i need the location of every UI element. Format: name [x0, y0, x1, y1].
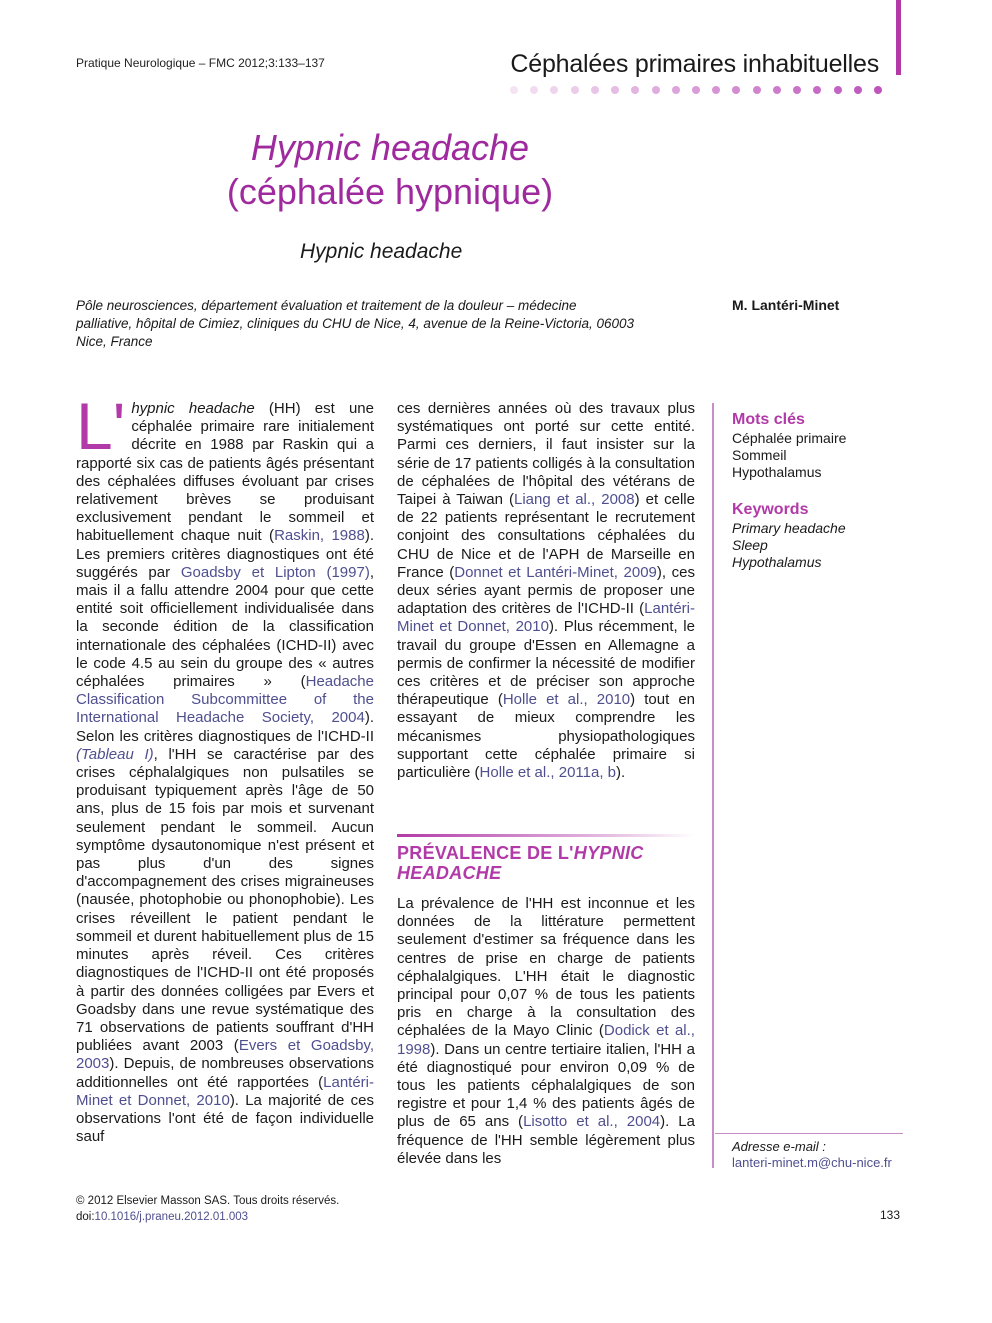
header-dot [712, 86, 720, 94]
reference-link[interactable]: Lantéri-Minet et Donnet, 2010 [397, 600, 695, 636]
doi-link[interactable]: 10.1016/j.praneu.2012.01.003 [94, 1211, 249, 1223]
header-dot [813, 86, 821, 94]
col1-text [76, 389, 375, 1146]
reference-link[interactable]: Donnet et Lantéri-Minet, 2009 [454, 563, 657, 581]
header-dot [611, 86, 619, 94]
email-block [732, 1139, 892, 1171]
body-text: La prévalence de l'HH est inconnue et les données de la littérature permettent seulement d'estimer sa fréquence dans les centres de prise en charge de patients céphalalgiques. L'HH était le diagnostic principal pour 0,07 % de tous les patients pris en charge à la consultation des céphalées de la Mayo Clinic ( [397, 895, 695, 1040]
reference-link[interactable]: Lantéri-Minet et Donnet, 2010 [76, 1073, 374, 1109]
sidebar-rule [712, 403, 714, 1168]
mots-cles-item: Sommeil [732, 447, 787, 463]
doi-line [76, 1209, 339, 1225]
section-heading-rule [397, 834, 695, 837]
header-dot [793, 86, 801, 94]
keyword-item: Primary headache [732, 520, 846, 536]
reference-link[interactable]: Liang et al., 2008 [513, 491, 635, 509]
article-subtitle: Hypnic headache [300, 240, 463, 263]
keyword-item: Sleep [732, 537, 768, 553]
email-link[interactable]: lanteri-minet.m@chu-nice.fr [732, 1155, 892, 1170]
reference-link[interactable]: Holle et al., 2011a, b [479, 764, 617, 782]
reference-link[interactable]: Evers et Goadsby, 2003 [76, 1037, 375, 1073]
section-heading-block [397, 834, 695, 883]
header-dot [571, 86, 579, 94]
body-column-2-top [397, 400, 695, 782]
email-label: Adresse e-mail : [732, 1139, 826, 1154]
section-title: Céphalées primaires inhabituelles [510, 50, 879, 78]
article-title-line2: (céphalée hypnique) [226, 171, 554, 212]
reference-link[interactable]: Headache Classification Subcommittee of the International Headache Society, 2004 [76, 673, 374, 727]
body-text: ). Plus récemment, le travail du groupe d'Essen en Allemagne a permis de confirmer la nécessité de modifier ces critères et de préciser son approche thérapeutique ( [397, 618, 695, 709]
header-dot [692, 86, 700, 94]
col2a-text [397, 400, 695, 781]
body-text: (HH) est une céphalée primaire rare initialement décrite en 1988 par Raskin qui a rapporté six cas de patients âgés présentant des céphalées diffuses évoluant par crises relativement brèves se produisant exclusivement pendant le sommeil et habituellement chaque nuit ( [76, 400, 374, 545]
keywords-block [732, 501, 846, 571]
body-text: ) et celle de 22 patients représentant le recrutement conjoint des consultations céphalées du CHU de Nice et de l'APH de Marseille en France ( [397, 491, 695, 581]
header-dot [874, 86, 882, 94]
reference-link[interactable]: Raskin, 1988 [274, 527, 365, 545]
header-dot [530, 86, 538, 94]
body-text: , mais il a fallu attendre 2004 pour que cette entité soit officiellement individualisée dans la seconde édition de la classification internationale des céphalées (ICHD-II) avec le code 4.5 au sein du groupe des « autres céphalées primaires » ( [76, 563, 374, 691]
mots-cles-block [732, 411, 846, 481]
body-text: ). [616, 764, 626, 782]
section-heading [397, 843, 695, 883]
doi-prefix: doi: [76, 1211, 95, 1223]
reference-link[interactable]: Lisotto et al., 2004 [523, 1113, 661, 1131]
header-dot [652, 86, 660, 94]
body-text: ). Selon les critères diagnostiques de l'ICHD-II [76, 709, 374, 745]
article-title-line1: Hypnic headache [250, 127, 530, 168]
body-column-1 [76, 389, 375, 1146]
reference-link[interactable]: (Tableau I) [76, 745, 154, 763]
header-dot [834, 86, 842, 94]
italic-term: hypnic headache [131, 400, 255, 417]
header-dot [854, 86, 862, 94]
footer [76, 1193, 339, 1225]
body-text: ). Les premiers critères diagnostiques ont été suggérés par [76, 527, 374, 581]
body-text: ces dernières années où des travaux plus systématiques ont porté sur cette entité. Parmi ces derniers, il faut insister sur la série de 17 patients colligés à la consultation de céphalées de l'hôpital des vétérans de Taipei à Taiwan ( [397, 400, 695, 509]
author-affiliation: Pôle neurosciences, département évaluation et traitement de la douleur – médecine palliative, hôpital de Cimiez, cliniques du CHU de Nice, 4, avenue de la Reine-Victoria, 06003 Nice, France [76, 298, 635, 349]
body-text: ). La majorité de ces observations l'ont été de façon individuelle sauf [76, 1091, 374, 1146]
drop-cap: L' [76, 389, 126, 463]
header-dot [550, 86, 558, 94]
header-dot [510, 86, 518, 94]
header-dot [631, 86, 639, 94]
reference-link[interactable]: Dodick et al., 1998 [397, 1022, 695, 1058]
body-column-2-bottom [397, 895, 695, 1168]
header-dot [591, 86, 599, 94]
mots-cles-label: Mots clés [732, 411, 805, 428]
body-text: ) tout en essayant de mieux comprendre les mécanismes physiopathologiques supportant cette céphalée primaire si particulière ( [397, 691, 695, 782]
header-dot [753, 86, 761, 94]
keywords-label: Keywords [732, 501, 809, 518]
journal-citation: Pratique Neurologique – FMC 2012;3:133–137 [76, 56, 325, 70]
body-text: ). Depuis, de nombreuses observations additionnelles ont été rapportées ( [76, 1055, 374, 1091]
body-text: ), ces deux séries ayant permis de proposer une adaptation des critères de l'ICHD-II ( [397, 563, 695, 618]
reference-link[interactable]: Goadsby et Lipton (1997) [180, 563, 370, 581]
keyword-item: Hypothalamus [732, 554, 822, 570]
body-text: ). Dans un centre tertiaire italien, l'HH a été diagnostiqué pour environ 0,09 % de tous les patients céphalalgiques de son registre et pour 1,4 % des patients âgés de plus de 65 ans ( [397, 1040, 695, 1131]
email-rule [715, 1133, 903, 1134]
section-heading-text: PRÉVALENCE DE L' [397, 843, 574, 863]
section-heading-italic: HYPNIC HEADACHE [397, 843, 644, 883]
header-dot [773, 86, 781, 94]
author-name: M. Lantéri-Minet [732, 297, 840, 313]
col2b-text [397, 895, 695, 1167]
mots-cles-item: Hypothalamus [732, 464, 822, 480]
mots-cles-item: Céphalée primaire [732, 430, 847, 446]
body-text: ). La fréquence de l'HH semble légèrement plus élevée dans les [397, 1113, 695, 1167]
header-dot [672, 86, 680, 94]
reference-link[interactable]: Holle et al., 2010 [502, 691, 631, 709]
header-dot-row [510, 85, 882, 95]
page-number: 133 [880, 1208, 901, 1222]
copyright: © 2012 Elsevier Masson SAS. Tous droits réservés. [76, 1195, 340, 1207]
header-dot [732, 86, 740, 94]
body-text: , l'HH se caractérise par des crises céphalalgiques non pulsatiles se produisant typiquement après l'âge de 50 ans, plus de 15 fois par mois et survenant seulement pendant le sommeil. Aucun symptôme dysautonomique n'est présent et pas plus d'un des signes d'accompagnement des crises migraineuses (nausée, photophobie ou phonophobie). Les crises réveillent le patient pendant le sommeil et durent habituellement plus de 15 minutes après réveil. Ces critères diagnostiques de l'ICHD-II ont été proposés à partir des données colligées par Evers et Goadsby dans une revue systématique des 71 observations de patients souffrant d'HH publiées avant 2003 ( [76, 745, 374, 1055]
header-accent-bar [896, 0, 901, 75]
